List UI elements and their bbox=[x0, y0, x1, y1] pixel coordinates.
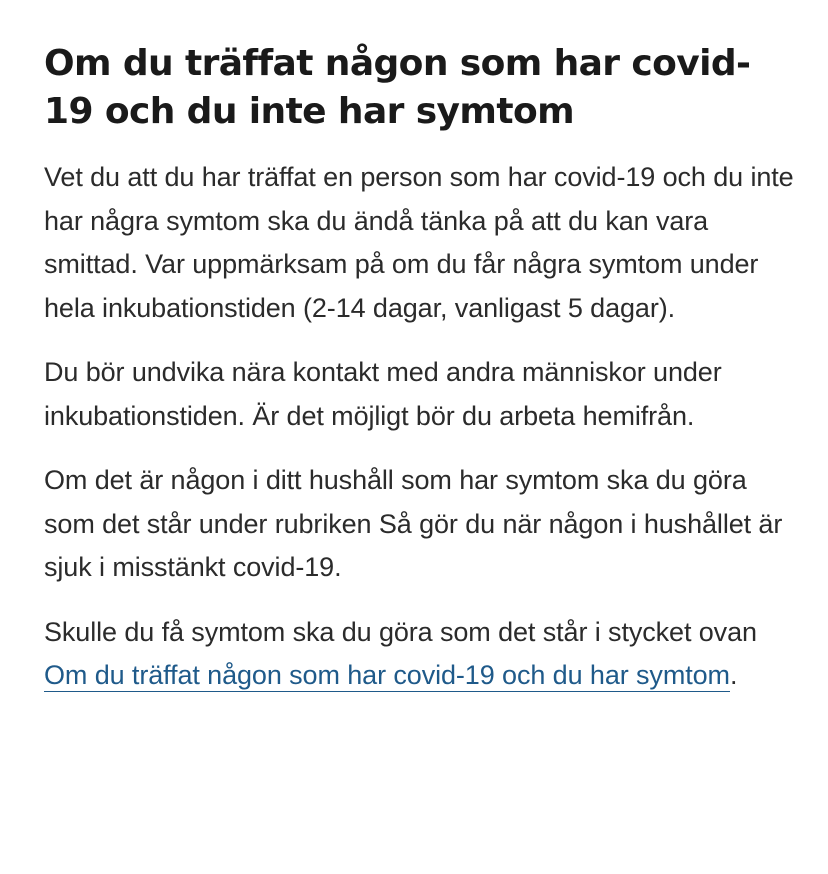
article bbox=[44, 40, 794, 719]
paragraph-incubation: Vet du att du har träffat en person som har covid-19 och du inte har några symtom ska du ändå tänka på att du kan vara smittad. Var uppmärksam på om du får några symtom under hela inkubationstiden (2-14 dagar, vanligast 5 dagar). bbox=[44, 162, 794, 323]
page-title: Om du träffat någon som har covid-19 och du inte har symtom bbox=[44, 43, 751, 132]
paragraph-if-symptoms bbox=[44, 611, 794, 698]
paragraph-avoid-contact: Du bör undvika nära kontakt med andra människor under inkubationstiden. Är det möjligt bör du arbeta hemifrån. bbox=[44, 357, 722, 431]
paragraph-if-symptoms-text: Skulle du få symtom ska du göra som det står i stycket ovan bbox=[44, 616, 757, 647]
symptoms-section-link[interactable]: Om du träffat någon som har covid-19 och du har symtom bbox=[44, 660, 730, 690]
paragraph-household: Om det är någon i ditt hushåll som har symtom ska du göra som det står under rubriken Så gör du när någon i hushållet är sjuk i misstänkt covid-19. bbox=[44, 465, 783, 582]
paragraph-end-period: . bbox=[729, 660, 738, 690]
